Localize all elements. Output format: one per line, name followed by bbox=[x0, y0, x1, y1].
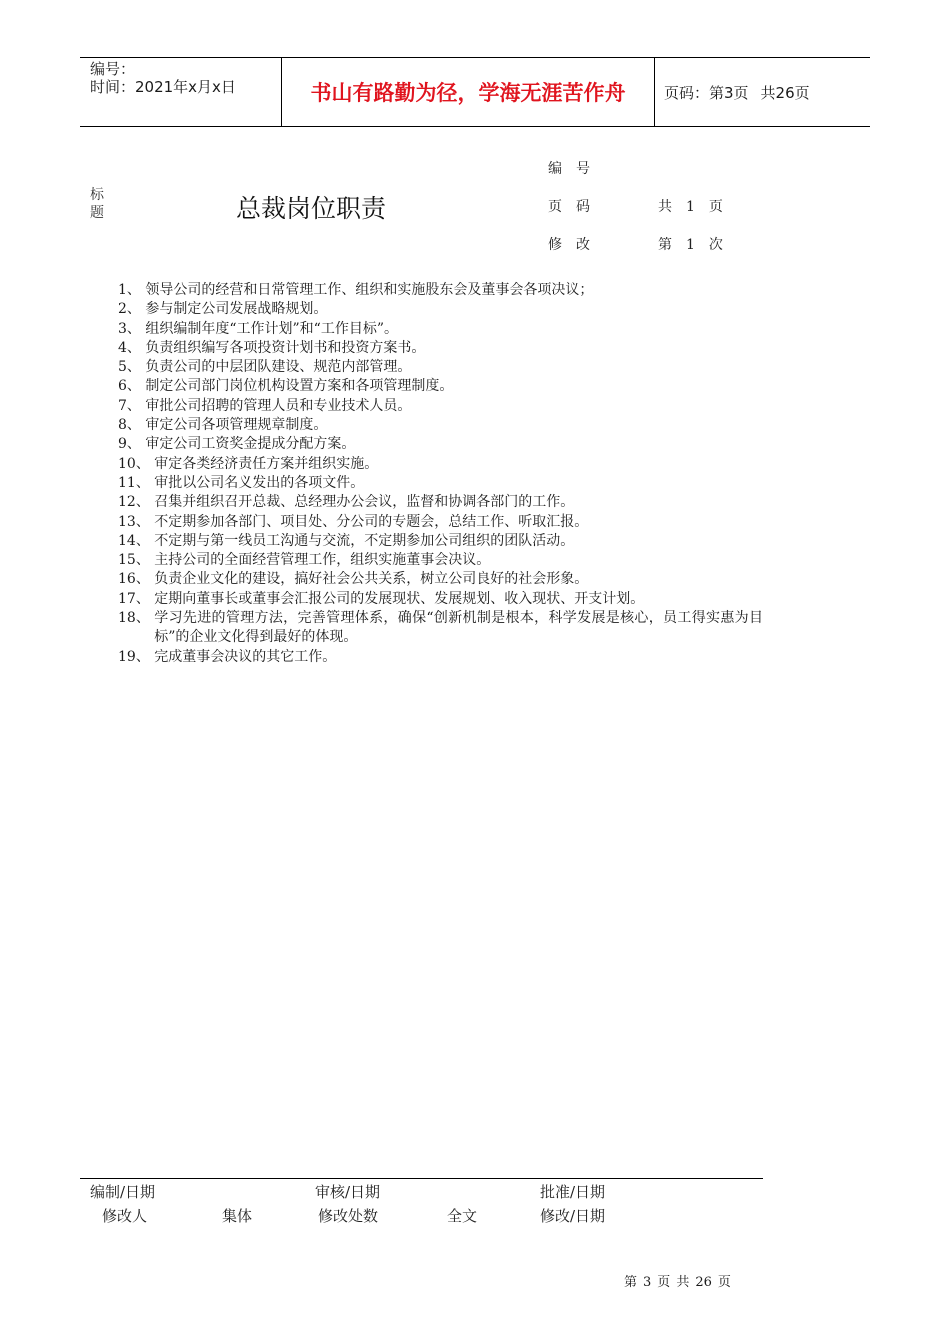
list-item bbox=[118, 532, 763, 551]
meta-number-label: 编 号 bbox=[548, 161, 590, 177]
list-item bbox=[118, 474, 763, 493]
list-item-text: 不定期参加各部门、项目处、分公司的专题会，总结工作、听取汇报。 bbox=[154, 513, 589, 530]
list-item-text: 完成董事会决议的其它工作。 bbox=[154, 648, 337, 665]
meta-page-value: 共 1 页 bbox=[658, 199, 723, 215]
list-item bbox=[118, 320, 763, 339]
footer-collective: 集体 bbox=[222, 1207, 253, 1225]
list-item bbox=[118, 416, 763, 435]
page-header bbox=[80, 57, 870, 127]
list-item bbox=[118, 570, 763, 589]
list-item-text: 领导公司的经营和日常管理工作、组织和实施股东会及董事会各项决议； bbox=[145, 282, 594, 298]
list-item-number: 17、 bbox=[118, 590, 155, 607]
list-item-text: 负责组织编写各项投资计划书和投资方案书。 bbox=[145, 339, 426, 356]
list-item-number: 13、 bbox=[118, 513, 155, 530]
list-item-text: 组织编制年度“工作计划”和“工作目标”。 bbox=[145, 320, 398, 337]
header-left bbox=[90, 60, 236, 96]
list-item-number: 2、 bbox=[118, 301, 146, 318]
footer-approve: 批准/日期 bbox=[540, 1183, 606, 1201]
list-item-text: 参与制定公司发展战略规划。 bbox=[145, 301, 328, 318]
list-item bbox=[118, 358, 763, 377]
list-item-number: 15、 bbox=[118, 552, 155, 569]
list-item bbox=[118, 397, 763, 416]
header-divider bbox=[654, 58, 655, 126]
list-item bbox=[118, 590, 763, 609]
list-item-text: 审批公司招聘的管理人员和专业技术人员。 bbox=[145, 397, 412, 414]
header-page-info bbox=[664, 58, 810, 126]
footer-full-text: 全文 bbox=[447, 1207, 478, 1225]
list-item-number: 9、 bbox=[118, 436, 146, 453]
list-item-text: 负责企业文化的建设，搞好社会公共关系，树立公司良好的社会形象。 bbox=[154, 571, 589, 588]
footer-mod-date: 修改/日期 bbox=[540, 1207, 606, 1225]
header-code-label: 编号： bbox=[90, 60, 136, 78]
meta-revision-value: 第 1 次 bbox=[658, 237, 723, 253]
meta-page-label: 页 码 bbox=[548, 199, 590, 215]
document-title: 总裁岗位职责 bbox=[236, 194, 387, 223]
list-item-text: 学习先进的管理方法，完善管理体系，确保“创新机制是根本，科学发展是核心，员工得实惠为目标”的企业文化得到最好的体现。 bbox=[154, 610, 763, 646]
list-item-number: 3、 bbox=[118, 320, 146, 337]
list-item bbox=[118, 609, 763, 648]
list-item bbox=[118, 455, 763, 474]
list-item-number: 7、 bbox=[118, 397, 146, 414]
list-item-text: 召集并组织召开总裁、总经理办公会议，监督和协调各部门的工作。 bbox=[154, 494, 575, 511]
title-label: 标 题 bbox=[90, 187, 104, 221]
footer-divider bbox=[80, 1178, 763, 1179]
list-item-number: 19、 bbox=[118, 648, 155, 665]
list-item-text: 审定各类经济责任方案并组织实施。 bbox=[154, 455, 379, 472]
list-item bbox=[118, 339, 763, 358]
list-item bbox=[118, 513, 763, 532]
list-item-number: 8、 bbox=[118, 417, 146, 434]
list-item bbox=[118, 300, 763, 319]
list-item bbox=[118, 493, 763, 512]
list-item-text: 审批以公司名义发出的各项文件。 bbox=[154, 474, 365, 491]
list-item-number: 10、 bbox=[118, 455, 155, 472]
header-page-label: 页码：第3页 bbox=[664, 83, 749, 102]
list-item bbox=[118, 435, 763, 454]
page-number: 第 3 页 共 26 页 bbox=[624, 1275, 731, 1290]
footer-review: 审核/日期 bbox=[315, 1183, 381, 1201]
list-item bbox=[118, 281, 763, 300]
footer-mod-count: 修改处数 bbox=[318, 1207, 379, 1225]
list-item-text: 审定公司工资奖金提成分配方案。 bbox=[145, 436, 356, 453]
list-item-text: 不定期与第一线员工沟通与交流，不定期参加公司组织的团队活动。 bbox=[154, 532, 575, 549]
header-total-label: 共26页 bbox=[760, 83, 810, 102]
list-item bbox=[118, 551, 763, 570]
list-item bbox=[118, 377, 763, 396]
list-item-text: 审定公司各项管理规章制度。 bbox=[145, 417, 328, 434]
list-item-number: 12、 bbox=[118, 494, 155, 511]
list-item-number: 11、 bbox=[118, 474, 155, 491]
list-item-number: 4、 bbox=[118, 339, 146, 356]
header-motto: 书山有路勤为径，学海无涯苦作舟 bbox=[310, 81, 626, 105]
duties-list bbox=[118, 281, 763, 667]
list-item-number: 6、 bbox=[118, 378, 146, 395]
list-item-text: 主持公司的全面经营管理工作，组织实施董事会决议。 bbox=[154, 552, 491, 569]
list-item bbox=[118, 648, 763, 667]
meta-revision-label: 修 改 bbox=[548, 237, 590, 253]
footer-modifier: 修改人 bbox=[102, 1207, 148, 1225]
list-item-text: 定期向董事长或董事会汇报公司的发展现状、发展规划、收入现状、开支计划。 bbox=[154, 590, 645, 607]
footer-compile: 编制/日期 bbox=[90, 1183, 156, 1201]
list-item-number: 5、 bbox=[118, 359, 146, 376]
list-item-number: 14、 bbox=[118, 532, 155, 549]
list-item-number: 1、 bbox=[118, 282, 146, 298]
list-item-number: 18、 bbox=[118, 610, 155, 627]
list-item-text: 制定公司部门岗位机构设置方案和各项管理制度。 bbox=[145, 378, 454, 395]
list-item-number: 16、 bbox=[118, 571, 155, 588]
header-date-label: 时间：2021年x月x日 bbox=[90, 78, 236, 96]
list-item-text: 负责公司的中层团队建设、规范内部管理。 bbox=[145, 359, 412, 376]
